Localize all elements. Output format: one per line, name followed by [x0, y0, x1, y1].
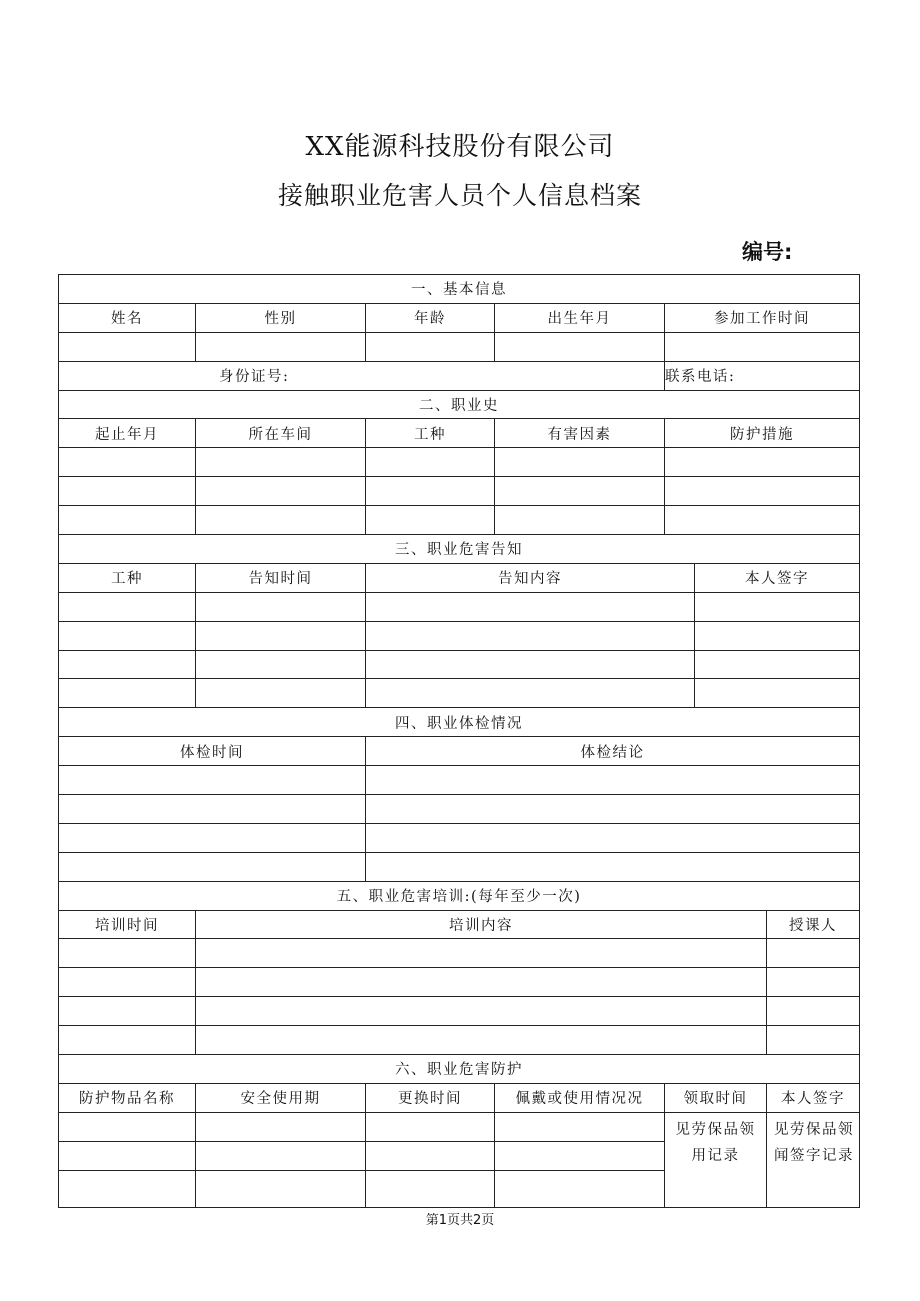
cell[interactable] [196, 939, 767, 968]
table-row [59, 852, 860, 881]
cell[interactable] [495, 506, 665, 535]
id-phone-row [59, 361, 860, 390]
cell[interactable] [695, 650, 860, 679]
cell[interactable] [59, 968, 196, 997]
birth-field[interactable] [495, 332, 665, 361]
section-training-heading-row [59, 881, 860, 910]
cell[interactable] [366, 679, 695, 708]
cell[interactable] [366, 621, 695, 650]
exam-header-row [59, 737, 860, 766]
notice-header-row [59, 563, 860, 592]
table-row [59, 1112, 860, 1141]
table-row [59, 650, 860, 679]
col-work-start: 参加工作时间 [665, 303, 860, 332]
cell[interactable] [59, 506, 196, 535]
name-field[interactable] [59, 332, 196, 361]
col-training-time: 培训时间 [59, 910, 196, 939]
cell[interactable] [767, 997, 860, 1026]
id-number-field[interactable] [59, 361, 665, 390]
cell[interactable] [196, 592, 366, 621]
cell[interactable] [366, 795, 860, 824]
section-training-heading: 五、职业危害培训:(每年至少一次) [59, 881, 860, 910]
cell[interactable] [59, 1112, 196, 1141]
col-period: 起止年月 [59, 419, 196, 448]
cell[interactable] [196, 448, 366, 477]
table-row [59, 823, 860, 852]
table-row [59, 621, 860, 650]
receive-note: 见劳保品领用记录 [665, 1112, 767, 1207]
personnel-info-table [58, 274, 860, 1208]
table-row [59, 592, 860, 621]
cell[interactable] [59, 1170, 196, 1207]
basic-data-row [59, 332, 860, 361]
cell[interactable] [366, 823, 860, 852]
table-row [59, 448, 860, 477]
cell[interactable] [495, 1112, 665, 1141]
cell[interactable] [59, 852, 366, 881]
section-notice-heading: 三、职业危害告知 [59, 535, 860, 564]
cell[interactable] [59, 766, 366, 795]
cell[interactable] [59, 1141, 196, 1170]
cell[interactable] [366, 592, 695, 621]
table-row [59, 939, 860, 968]
col-notice-time: 告知时间 [196, 563, 366, 592]
section-history-heading: 二、职业史 [59, 390, 860, 419]
table-row [59, 1026, 860, 1055]
section-protection-heading-row [59, 1055, 860, 1084]
cell[interactable] [59, 477, 196, 506]
document-title: 接触职业危害人员个人信息档案 [277, 181, 642, 210]
cell[interactable] [59, 795, 366, 824]
col-name: 姓名 [59, 303, 196, 332]
cell[interactable] [366, 448, 495, 477]
cell[interactable] [196, 1112, 366, 1141]
cell[interactable] [495, 477, 665, 506]
cell[interactable] [695, 592, 860, 621]
table-row [59, 477, 860, 506]
cell[interactable] [59, 1026, 196, 1055]
cell[interactable] [665, 506, 860, 535]
cell[interactable] [59, 997, 196, 1026]
doc-number-label: 编号: [742, 240, 793, 264]
col-safe-period: 安全使用期 [196, 1083, 366, 1112]
history-header-row [59, 419, 860, 448]
training-header-row [59, 910, 860, 939]
section-basic-heading-row [59, 275, 860, 304]
basic-header-row [59, 303, 860, 332]
col-ppe-name: 防护物品名称 [59, 1083, 196, 1112]
cell[interactable] [59, 448, 196, 477]
section-history-heading-row [59, 390, 860, 419]
section-notice-heading-row [59, 535, 860, 564]
col-hazard: 有害因素 [495, 419, 665, 448]
col-protection-measure: 防护措施 [665, 419, 860, 448]
col-notice-signature: 本人签字 [695, 563, 860, 592]
cell[interactable] [196, 997, 767, 1026]
cell[interactable] [366, 506, 495, 535]
section-protection-heading: 六、职业危害防护 [59, 1055, 860, 1084]
col-replace-time: 更换时间 [366, 1083, 495, 1112]
cell[interactable] [695, 679, 860, 708]
work-start-field[interactable] [665, 332, 860, 361]
sign-note: 见劳保品领闻签字记录 [767, 1112, 860, 1207]
cell[interactable] [767, 1026, 860, 1055]
cell[interactable] [366, 650, 695, 679]
col-receive-time: 领取时间 [665, 1083, 767, 1112]
cell[interactable] [366, 852, 860, 881]
col-exam-time: 体检时间 [59, 737, 366, 766]
cell[interactable] [196, 1170, 366, 1207]
cell[interactable] [196, 1141, 366, 1170]
cell[interactable] [196, 650, 366, 679]
col-ppe-signature: 本人签字 [767, 1083, 860, 1112]
phone-field[interactable] [665, 361, 860, 390]
cell[interactable] [495, 448, 665, 477]
cell[interactable] [495, 1170, 665, 1207]
cell[interactable] [495, 1141, 665, 1170]
table-row [59, 506, 860, 535]
cell[interactable] [59, 621, 196, 650]
col-notice-job-type: 工种 [59, 563, 196, 592]
col-birth: 出生年月 [495, 303, 665, 332]
table-row [59, 679, 860, 708]
col-training-content: 培训内容 [196, 910, 767, 939]
table-row [59, 997, 860, 1026]
cell[interactable] [366, 766, 860, 795]
cell[interactable] [59, 650, 196, 679]
col-workshop: 所在车间 [196, 419, 366, 448]
cell[interactable] [366, 1141, 495, 1170]
cell[interactable] [196, 679, 366, 708]
cell[interactable] [196, 477, 366, 506]
col-usage: 佩戴或使用情况况 [495, 1083, 665, 1112]
age-field[interactable] [366, 332, 495, 361]
col-job-type: 工种 [366, 419, 495, 448]
col-gender: 性别 [196, 303, 366, 332]
cell[interactable] [196, 506, 366, 535]
page-footer: 第1页共2页 [425, 1213, 495, 1228]
col-trainer: 授课人 [767, 910, 860, 939]
col-exam-result: 体检结论 [366, 737, 860, 766]
company-title: XX能源科技股份有限公司 [305, 132, 615, 162]
cell[interactable] [665, 477, 860, 506]
cell[interactable] [767, 939, 860, 968]
cell[interactable] [366, 477, 495, 506]
cell[interactable] [366, 1170, 495, 1207]
col-age: 年龄 [366, 303, 495, 332]
cell[interactable] [196, 621, 366, 650]
cell[interactable] [59, 679, 196, 708]
table-row [59, 968, 860, 997]
protection-header-row [59, 1083, 860, 1112]
cell[interactable] [59, 823, 366, 852]
cell[interactable] [767, 968, 860, 997]
cell[interactable] [196, 1026, 767, 1055]
cell[interactable] [59, 592, 196, 621]
gender-field[interactable] [196, 332, 366, 361]
section-exam-heading-row [59, 708, 860, 737]
cell[interactable] [695, 621, 860, 650]
id-number-label: 身份证号: [219, 369, 290, 386]
cell[interactable] [59, 939, 196, 968]
section-basic-heading: 一、基本信息 [59, 275, 860, 304]
table-row [59, 795, 860, 824]
col-notice-content: 告知内容 [366, 563, 695, 592]
cell[interactable] [665, 448, 860, 477]
phone-label: 联系电话: [665, 369, 736, 386]
cell[interactable] [366, 1112, 495, 1141]
section-exam-heading: 四、职业体检情况 [59, 708, 860, 737]
table-row [59, 766, 860, 795]
cell[interactable] [196, 968, 767, 997]
